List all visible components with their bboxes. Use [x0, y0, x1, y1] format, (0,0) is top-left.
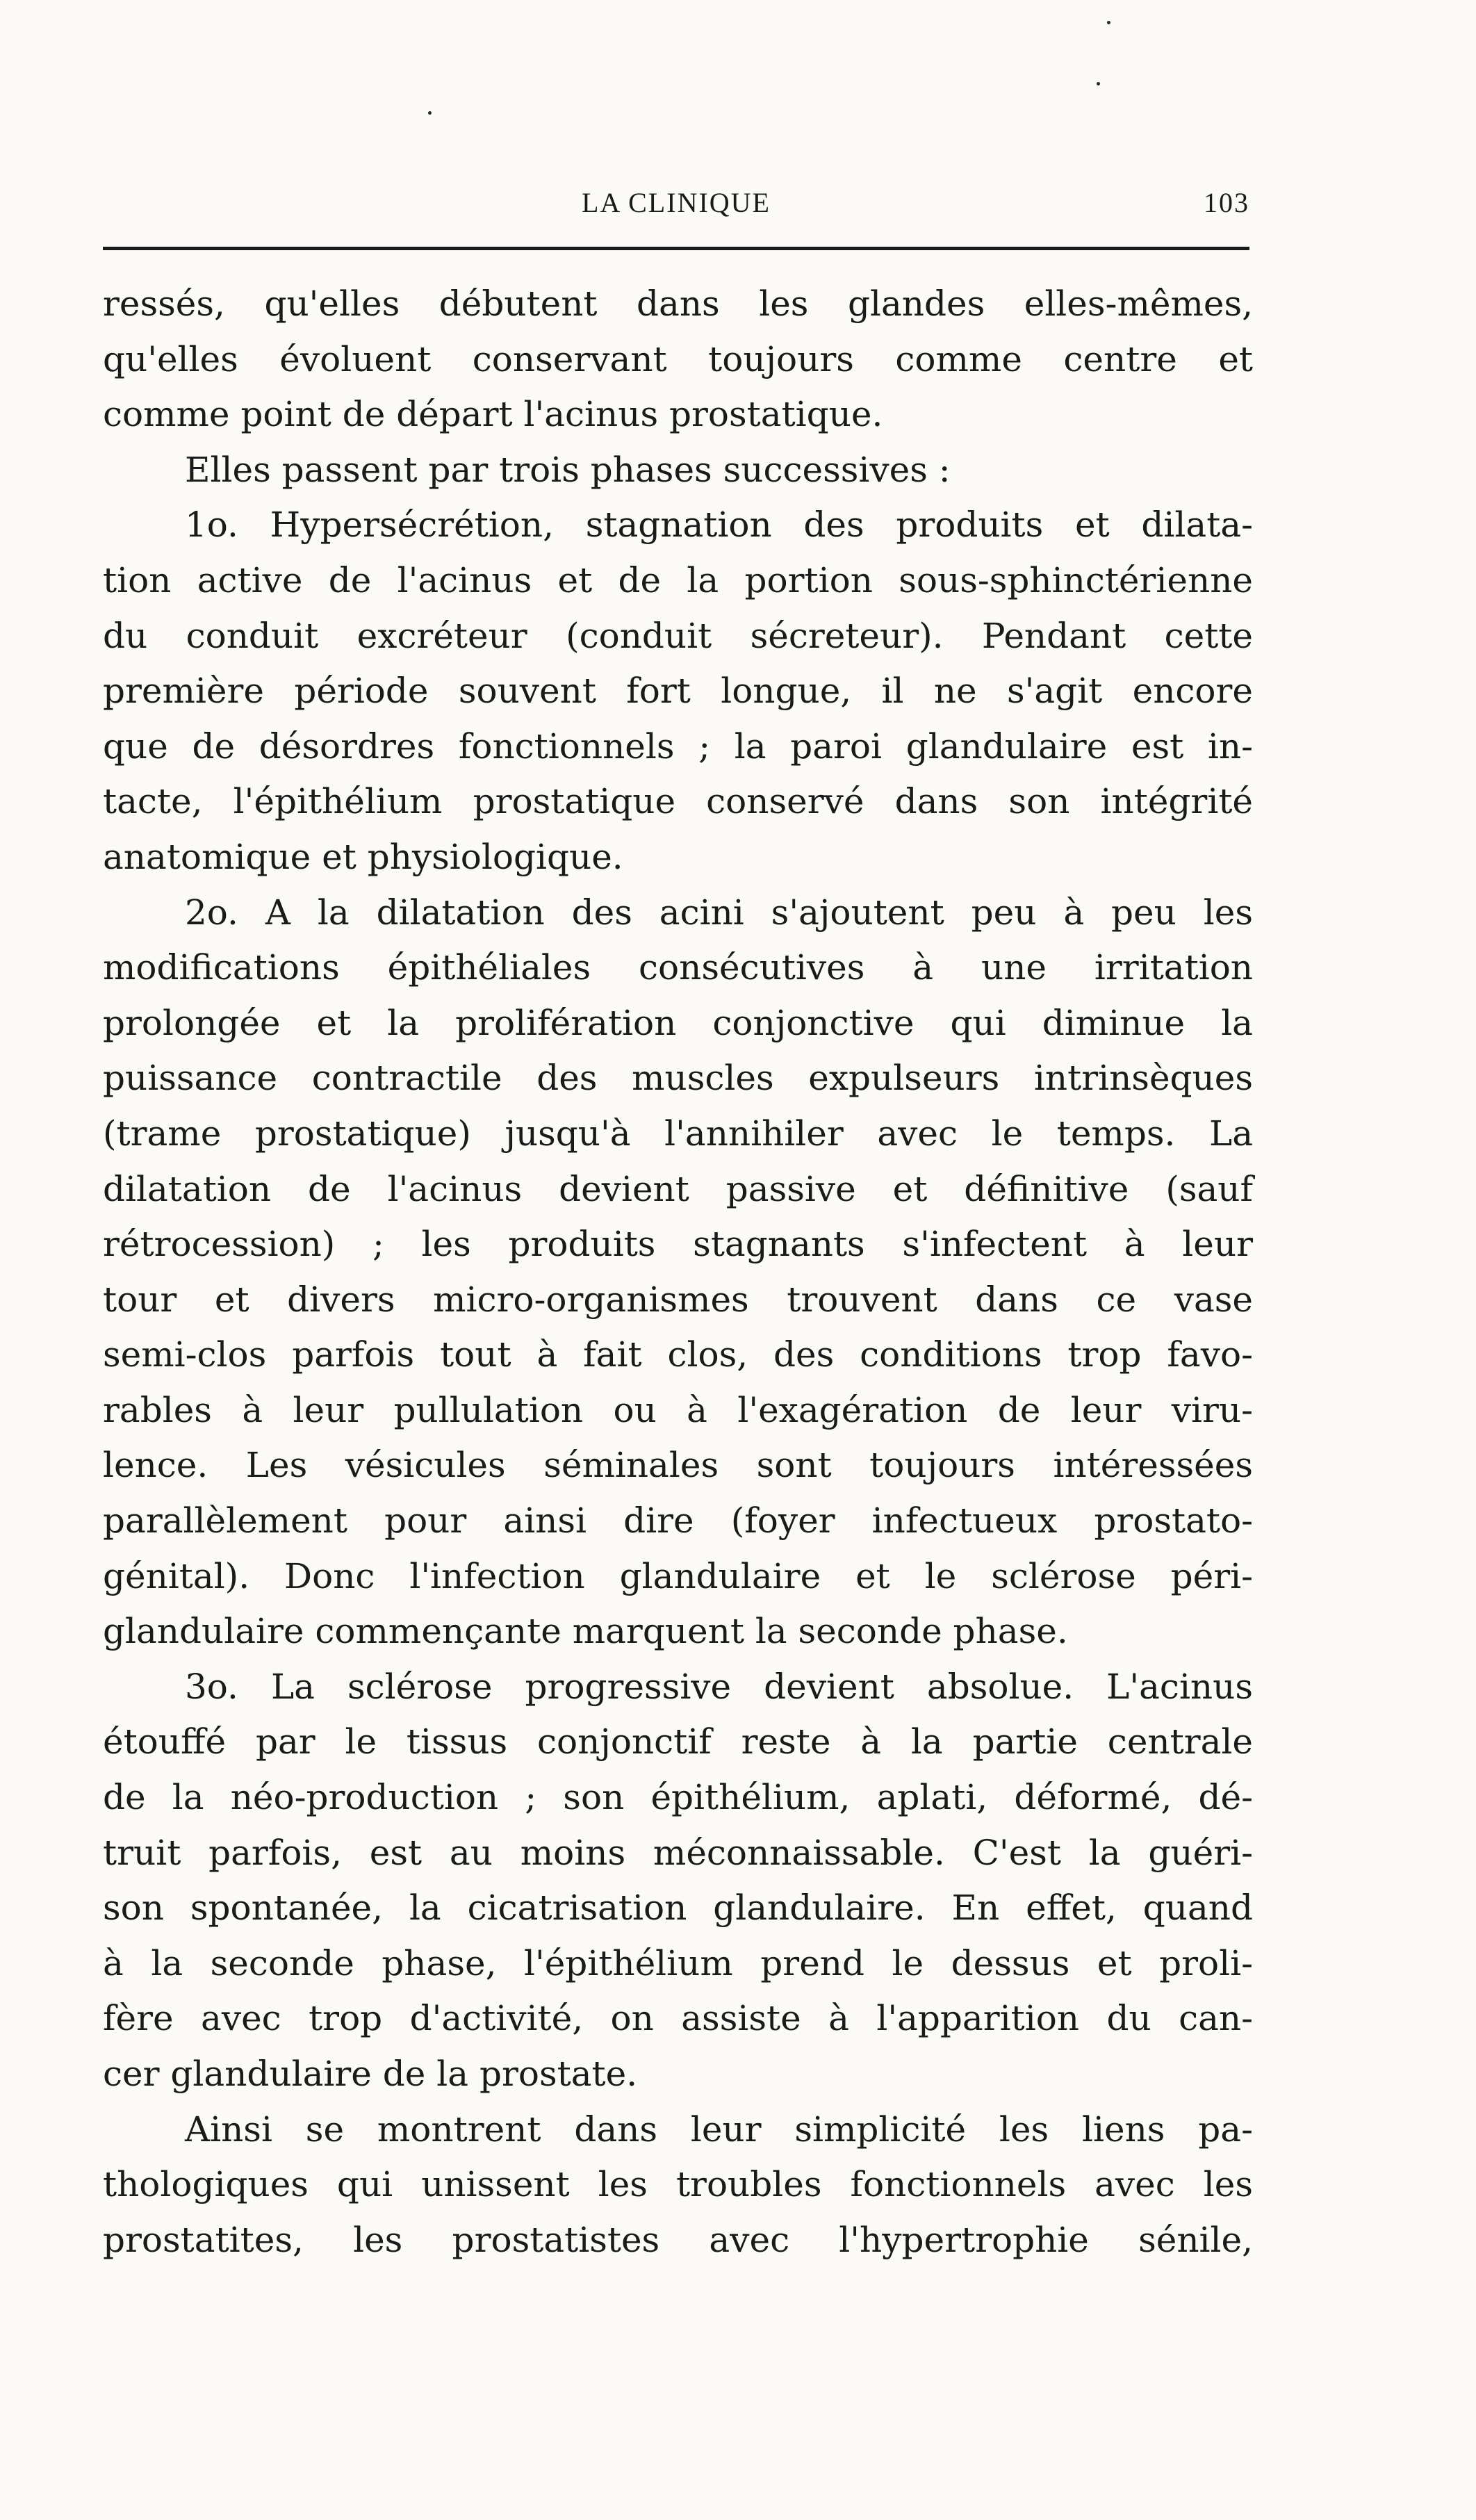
text-line: comme point de départ l'acinus prostatique. [103, 394, 883, 435]
text-line: son spontanée, la cicatrisation glandulaire. En effet, quand [103, 1888, 1253, 1929]
text-line: fère avec trop d'activité, on assiste à l'apparition du can- [103, 1998, 1253, 2039]
text-line: qu'elles évoluent conservant toujours comme centre et [103, 338, 1253, 379]
text-line: semi-clos parfois tout à fait clos, des conditions trop favo- [103, 1334, 1253, 1375]
text-line: thologiques qui unissent les troubles fonctionnels avec les [103, 2164, 1253, 2205]
text-line: Elles passent par trois phases successives : [185, 449, 951, 490]
print-speck [428, 111, 432, 115]
text-line: de la néo-production ; son épithélium, aplati, déformé, dé- [103, 1777, 1253, 1818]
running-head [103, 186, 1249, 228]
text-line: lence. Les vésicules séminales sont toujours intéressées [103, 1445, 1253, 1486]
text-line: parallèlement pour ainsi dire (foyer infectueux prostato- [103, 1500, 1253, 1541]
text-line: modifications épithéliales consécutives à une irritation [103, 947, 1253, 988]
page-number: 103 [1204, 187, 1249, 218]
text-line: prolongée et la prolifération conjonctive qui diminue la [103, 1002, 1253, 1043]
text-line: dilatation de l'acinus devient passive et définitive (sauf [103, 1168, 1253, 1209]
print-speck [1107, 21, 1110, 24]
text-line: Ainsi se montrent dans leur simplicité les liens pa- [185, 2109, 1253, 2150]
text-line: glandulaire commençante marquent la seconde phase. [103, 1611, 1068, 1652]
text-line: (trame prostatique) jusqu'à l'annihiler avec le temps. La [103, 1113, 1253, 1154]
text-line: que de désordres fonctionnels ; la paroi glandulaire est in- [103, 726, 1253, 767]
text-line: truit parfois, est au moins méconnaissable. C'est la guéri- [103, 1832, 1253, 1873]
text-line: tion active de l'acinus et de la portion sous-sphinctérienne [103, 559, 1253, 600]
text-line: étouffé par le tissus conjonctif reste à la partie centrale [103, 1721, 1253, 1762]
text-line: du conduit excréteur (conduit sécreteur). Pendant cette [103, 615, 1253, 656]
text-line: ressés, qu'elles débutent dans les glandes elles-mêmes, [103, 284, 1253, 324]
text-line: rétrocession) ; les produits stagnants s'infectent à leur [103, 1224, 1253, 1265]
header-rule [103, 247, 1249, 250]
text-line: à la seconde phase, l'épithélium prend le dessus et proli- [103, 1942, 1253, 1983]
running-title: LA CLINIQUE [582, 187, 771, 218]
text-line: tour et divers micro-organismes trouvent dans ce vase [103, 1279, 1253, 1320]
text-line: cer glandulaire de la prostate. [103, 2054, 638, 2094]
text-line: rables à leur pullulation ou à l'exagération de leur viru- [103, 1389, 1253, 1430]
text-line: puissance contractile des muscles expulseurs intrinsèques [103, 1058, 1253, 1099]
text-line: prostatites, les prostatistes avec l'hypertrophie sénile, [103, 2219, 1253, 2260]
text-line: 1o. Hypersécrétion, stagnation des produits et dilata- [185, 505, 1253, 546]
text-line: 3o. La sclérose progressive devient absolue. L'acinus [185, 1666, 1253, 1707]
text-line: anatomique et physiologique. [103, 836, 623, 877]
body-text [103, 277, 1253, 2268]
text-line: tacte, l'épithélium prostatique conservé dans son intégrité [103, 781, 1253, 822]
text-line: 2o. A la dilatation des acini s'ajoutent peu à peu les [185, 892, 1253, 933]
print-speck [1097, 82, 1100, 85]
text-line: génital). Donc l'infection glandulaire et le sclérose péri- [103, 1555, 1253, 1596]
text-line: première période souvent fort longue, il ne s'agit encore [103, 671, 1253, 712]
